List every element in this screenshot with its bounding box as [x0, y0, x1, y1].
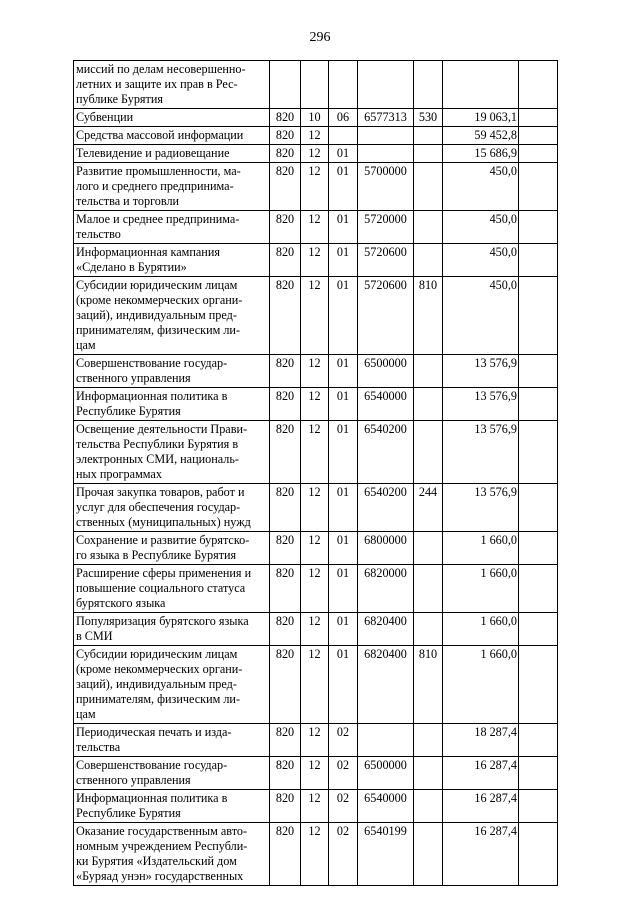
cell-section: 12 [301, 421, 329, 484]
cell-extra [519, 757, 558, 790]
cell-amount: 59 452,8 [443, 127, 519, 145]
cell-extra [519, 613, 558, 646]
cell-name: Субсидии юридическим лицам (кроме некоммерческих органи- заций), индивидуальным пред- принимателям, физическим ли- цам [74, 277, 270, 355]
cell-expense-type [414, 145, 443, 163]
cell-amount: 450,0 [443, 277, 519, 355]
cell-target-article: 6820000 [358, 565, 414, 613]
cell-name: Периодическая печать и изда- тельства [74, 724, 270, 757]
cell-extra [519, 277, 558, 355]
cell-extra [519, 127, 558, 145]
table-row [74, 145, 558, 163]
cell-extra [519, 646, 558, 724]
cell-target-article: 6540000 [358, 388, 414, 421]
cell-expense-type [414, 565, 443, 613]
cell-amount: 16 287,4 [443, 790, 519, 823]
cell-expense-type [414, 355, 443, 388]
cell-amount: 13 576,9 [443, 388, 519, 421]
table-row [74, 109, 558, 127]
cell-section: 12 [301, 127, 329, 145]
cell-name: Развитие промышленности, ма- лого и среднего предпринима- тельства и торговли [74, 163, 270, 211]
cell-ministry-code: 820 [270, 646, 301, 724]
cell-target-article: 6800000 [358, 532, 414, 565]
table-row [74, 421, 558, 484]
cell-amount: 1 660,0 [443, 613, 519, 646]
cell-ministry-code: 820 [270, 127, 301, 145]
cell-name: Субсидии юридическим лицам (кроме некоммерческих органи- заций), индивидуальным пред- принимателям, физическим ли- цам [74, 646, 270, 724]
cell-section: 12 [301, 484, 329, 532]
cell-subsection: 01 [329, 277, 358, 355]
table-row [74, 646, 558, 724]
table-row [74, 484, 558, 532]
cell-extra [519, 109, 558, 127]
cell-name: Информационная политика в Республике Бурятия [74, 790, 270, 823]
cell-ministry-code: 820 [270, 790, 301, 823]
cell-name: Информационная кампания «Сделано в Бурятии» [74, 244, 270, 277]
cell-extra [519, 61, 558, 109]
cell-target-article [358, 724, 414, 757]
table-row [74, 244, 558, 277]
cell-name: Прочая закупка товаров, работ и услуг для обеспечения государ- ственных (муниципальных) нужд [74, 484, 270, 532]
cell-subsection [329, 61, 358, 109]
cell-subsection: 01 [329, 145, 358, 163]
cell-amount: 450,0 [443, 211, 519, 244]
cell-subsection: 01 [329, 565, 358, 613]
cell-expense-type [414, 532, 443, 565]
cell-section: 12 [301, 277, 329, 355]
cell-target-article: 6540200 [358, 421, 414, 484]
table-row [74, 724, 558, 757]
cell-ministry-code [270, 61, 301, 109]
cell-subsection: 02 [329, 724, 358, 757]
cell-amount: 13 576,9 [443, 421, 519, 484]
cell-subsection: 01 [329, 613, 358, 646]
cell-target-article: 6540200 [358, 484, 414, 532]
cell-expense-type: 530 [414, 109, 443, 127]
cell-ministry-code: 820 [270, 532, 301, 565]
cell-section: 12 [301, 355, 329, 388]
cell-ministry-code: 820 [270, 163, 301, 211]
cell-ministry-code: 820 [270, 757, 301, 790]
cell-ministry-code: 820 [270, 613, 301, 646]
cell-section: 12 [301, 145, 329, 163]
cell-target-article [358, 145, 414, 163]
cell-expense-type [414, 421, 443, 484]
cell-section: 12 [301, 790, 329, 823]
cell-expense-type [414, 823, 443, 886]
table-row [74, 565, 558, 613]
cell-expense-type [414, 388, 443, 421]
table-row [74, 790, 558, 823]
cell-expense-type [414, 724, 443, 757]
budget-table [73, 60, 558, 886]
cell-extra [519, 484, 558, 532]
table-row [74, 163, 558, 211]
cell-target-article: 6540000 [358, 790, 414, 823]
cell-amount [443, 61, 519, 109]
cell-expense-type [414, 127, 443, 145]
cell-amount: 1 660,0 [443, 532, 519, 565]
page-number: 296 [309, 30, 331, 45]
cell-target-article: 6500000 [358, 355, 414, 388]
cell-amount: 13 576,9 [443, 484, 519, 532]
cell-target-article [358, 127, 414, 145]
cell-ministry-code: 820 [270, 145, 301, 163]
cell-section: 12 [301, 565, 329, 613]
cell-amount: 19 063,1 [443, 109, 519, 127]
cell-amount: 18 287,4 [443, 724, 519, 757]
cell-target-article: 6820400 [358, 646, 414, 724]
cell-expense-type [414, 244, 443, 277]
cell-expense-type: 244 [414, 484, 443, 532]
cell-extra [519, 790, 558, 823]
cell-extra [519, 145, 558, 163]
cell-ministry-code: 820 [270, 355, 301, 388]
cell-section: 10 [301, 109, 329, 127]
cell-name: Телевидение и радиовещание [74, 145, 270, 163]
cell-section: 12 [301, 211, 329, 244]
cell-section: 12 [301, 724, 329, 757]
cell-amount: 13 576,9 [443, 355, 519, 388]
cell-section: 12 [301, 163, 329, 211]
cell-subsection: 01 [329, 388, 358, 421]
cell-extra [519, 244, 558, 277]
table-row [74, 61, 558, 109]
cell-expense-type: 810 [414, 277, 443, 355]
cell-section: 12 [301, 646, 329, 724]
cell-subsection: 02 [329, 823, 358, 886]
table-row [74, 388, 558, 421]
cell-ministry-code: 820 [270, 724, 301, 757]
cell-subsection: 01 [329, 484, 358, 532]
cell-ministry-code: 820 [270, 823, 301, 886]
table-row [74, 355, 558, 388]
cell-name: Информационная политика в Республике Бурятия [74, 388, 270, 421]
cell-ministry-code: 820 [270, 244, 301, 277]
cell-name: Малое и среднее предпринима- тельство [74, 211, 270, 244]
cell-name: миссий по делам несовершенно- летних и защите их прав в Рес- публике Бурятия [74, 61, 270, 109]
cell-extra [519, 421, 558, 484]
cell-name: Сохранение и развитие бурятско- го языка в Республике Бурятия [74, 532, 270, 565]
cell-subsection: 01 [329, 211, 358, 244]
cell-ministry-code: 820 [270, 277, 301, 355]
cell-subsection: 02 [329, 790, 358, 823]
table-row [74, 532, 558, 565]
cell-extra [519, 355, 558, 388]
cell-section: 12 [301, 823, 329, 886]
cell-extra [519, 532, 558, 565]
cell-ministry-code: 820 [270, 388, 301, 421]
table-row [74, 757, 558, 790]
cell-target-article [358, 61, 414, 109]
budget-table-body [74, 61, 558, 886]
cell-target-article: 5700000 [358, 163, 414, 211]
table-row [74, 613, 558, 646]
table-row [74, 277, 558, 355]
cell-subsection: 01 [329, 244, 358, 277]
cell-ministry-code: 820 [270, 484, 301, 532]
cell-name: Совершенствование государ- ственного управления [74, 757, 270, 790]
cell-name: Средства массовой информации [74, 127, 270, 145]
table-row [74, 127, 558, 145]
cell-amount: 16 287,4 [443, 823, 519, 886]
cell-expense-type [414, 211, 443, 244]
cell-extra [519, 163, 558, 211]
cell-name: Оказание государственным авто- номным учреждением Республи- ки Бурятия «Издательский дом «Буряад унэн» государственных [74, 823, 270, 886]
cell-section: 12 [301, 613, 329, 646]
cell-expense-type [414, 757, 443, 790]
cell-name: Популяризация бурятского языка в СМИ [74, 613, 270, 646]
cell-name: Совершенствование государ- ственного управления [74, 355, 270, 388]
cell-extra [519, 724, 558, 757]
cell-amount: 16 287,4 [443, 757, 519, 790]
cell-section [301, 61, 329, 109]
cell-target-article: 6540199 [358, 823, 414, 886]
cell-extra [519, 211, 558, 244]
cell-subsection: 02 [329, 757, 358, 790]
cell-expense-type: 810 [414, 646, 443, 724]
cell-target-article: 6820400 [358, 613, 414, 646]
cell-ministry-code: 820 [270, 421, 301, 484]
cell-extra [519, 388, 558, 421]
cell-target-article: 5720000 [358, 211, 414, 244]
table-row [74, 211, 558, 244]
cell-amount: 450,0 [443, 244, 519, 277]
cell-expense-type [414, 61, 443, 109]
cell-section: 12 [301, 388, 329, 421]
cell-subsection: 01 [329, 646, 358, 724]
cell-ministry-code: 820 [270, 565, 301, 613]
cell-extra [519, 823, 558, 886]
cell-subsection: 01 [329, 421, 358, 484]
cell-target-article: 5720600 [358, 277, 414, 355]
cell-section: 12 [301, 757, 329, 790]
cell-subsection: 01 [329, 355, 358, 388]
cell-amount: 1 660,0 [443, 565, 519, 613]
cell-subsection: 06 [329, 109, 358, 127]
cell-target-article: 6577313 [358, 109, 414, 127]
cell-ministry-code: 820 [270, 211, 301, 244]
cell-expense-type [414, 790, 443, 823]
cell-target-article: 6500000 [358, 757, 414, 790]
cell-target-article: 5720600 [358, 244, 414, 277]
table-row [74, 823, 558, 886]
cell-amount: 15 686,9 [443, 145, 519, 163]
cell-extra [519, 565, 558, 613]
cell-subsection: 01 [329, 532, 358, 565]
cell-subsection [329, 127, 358, 145]
cell-name: Субвенции [74, 109, 270, 127]
cell-expense-type [414, 163, 443, 211]
cell-name: Освещение деятельности Прави- тельства Республики Бурятия в электронных СМИ, националь- ных программах [74, 421, 270, 484]
cell-section: 12 [301, 532, 329, 565]
cell-subsection: 01 [329, 163, 358, 211]
cell-amount: 450,0 [443, 163, 519, 211]
cell-amount: 1 660,0 [443, 646, 519, 724]
cell-expense-type [414, 613, 443, 646]
cell-section: 12 [301, 244, 329, 277]
cell-ministry-code: 820 [270, 109, 301, 127]
cell-name: Расширение сферы применения и повышение социального статуса бурятского языка [74, 565, 270, 613]
